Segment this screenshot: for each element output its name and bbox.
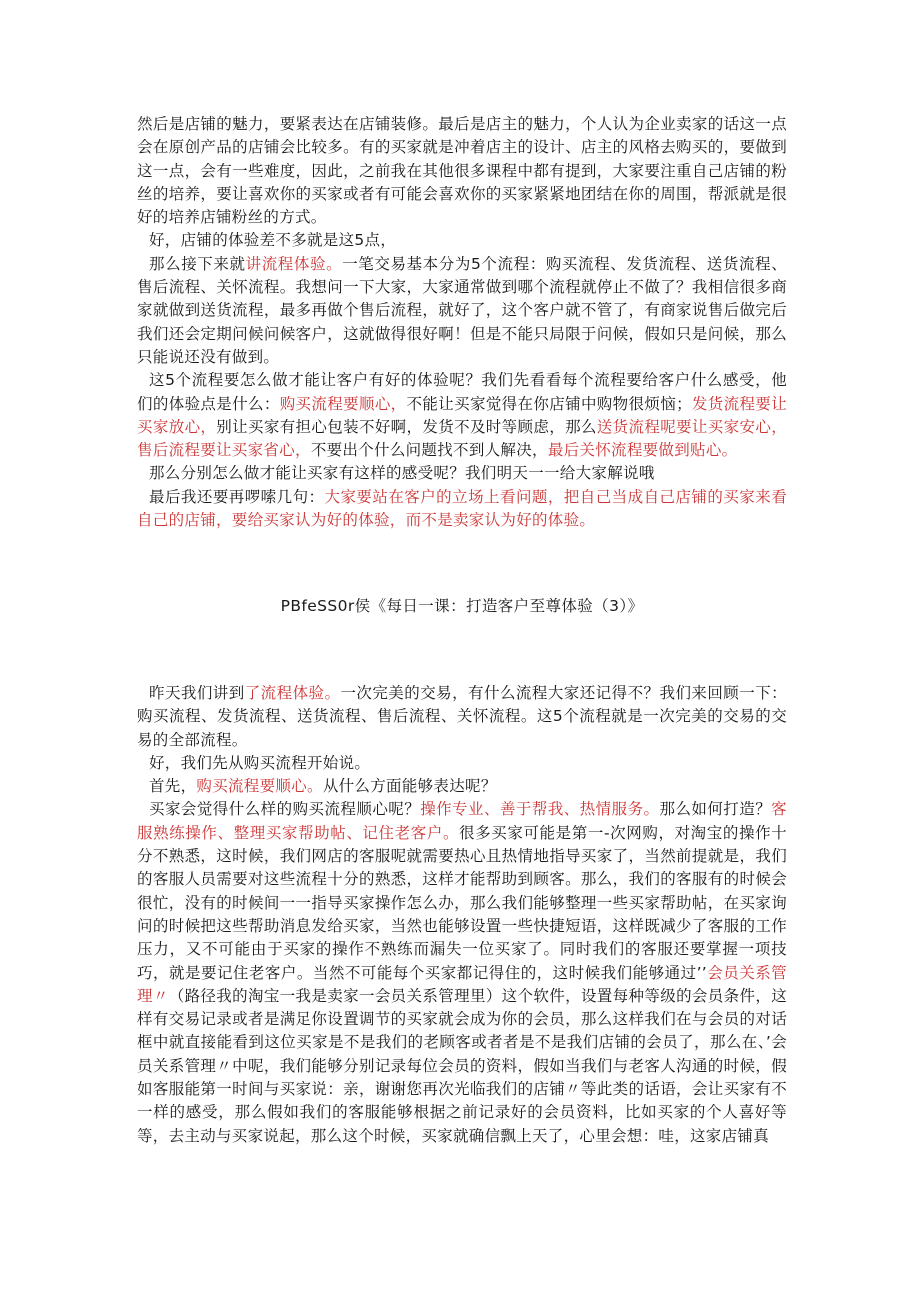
paragraph <box>137 369 787 462</box>
text-run: 那么接下来就 <box>149 254 246 273</box>
paragraph: 那么分别怎么做才能让买家有这样的感受呢？我们明天一一给大家解说哦 <box>149 464 655 483</box>
paragraph <box>137 682 787 752</box>
paragraph <box>137 486 787 533</box>
paragraph <box>137 775 787 798</box>
text-run: 那么如何打造？ <box>659 800 772 819</box>
highlighted-text: 操作专业、善于帮我、热情服务。 <box>420 800 660 819</box>
text-run: 昨天我们讲到 <box>149 684 245 702</box>
paragraph: 好，店铺的体验差不多就是这5点， <box>149 231 397 250</box>
highlighted-text: 了流程体验。 <box>244 684 341 702</box>
highlighted-text: 购买流程要顺心。 <box>196 777 323 796</box>
text-run: 不要出个什么问题找不到人解决， <box>310 441 548 460</box>
text-run: 买家会觉得什么样的购买流程顺心呢？ <box>149 800 421 819</box>
section-1 <box>137 113 787 532</box>
text-run: 首先， <box>149 777 197 796</box>
text-run: 很多买家可能是第一-次网购，对淘宝的操作十分不熟悉，这时候，我们网店的客服呢就需要热心且热情地指导买家了，当然前提就是，我们的客服人员需要对这些流程十分的熟悉，这样才能帮助到顾客。那么，我们的客服有的时候会很忙，没有的时候间一一指导买家操作怎么办，那么我们能够整理一些买家帮助帖，在买家询问的时候把这些帮助消息发给买家，当然也能够设置一些快捷短语，这样既减少了客服的工作压力，又不可能由于买家的操作不熟练而漏失一位买家了。同时我们的客服还要掌握一项技巧，就是要记住老客户。当然不可能每个买家都记得住的，这时候我们能够通过’’ <box>137 823 787 982</box>
text-run: （路径我的淘宝一我是卖家一会员关系管理里）这个软件，设置每种等级的会员条件，这样有交易记录或者是满足你设置调节的买家就会成为你的会员，那么这样我们在与会员的对话框中就直接能看到这位买家是不是我们的老顾客或者者是不是我们店铺的会员了，那么在、’会员关系管理〃中呢，我们能够分别记录每位会员的资料，假如当我们与老客人沟通的时候，假如客服能第一时间与买家说：亲，谢谢您再次光临我们的店铺〃等此类的话语，会让买家有不一样的感受，那么假如我们的客服能够根据之前记录好的会员资料，比如买家的个人喜好等等，去主动与买家说起，那么这个时候，买家就确信飘上天了，心里会想：哇，这家店铺真 <box>137 986 787 1145</box>
highlighted-text: 客服熟练操作、整理买家帮助帖、记住老客户。 <box>137 800 787 842</box>
highlighted-text: 发货流程要让买家放心， <box>137 394 788 436</box>
paragraph: 然后是店铺的魅力，要紧表达在店铺装修。最后是店主的魅力，个人认为企业卖家的话这一点会在原创产品的店铺会比较多。有的买家就是冲着店主的设计、店主的风格去购买的，要做到这一点，会有一些难度，因此，之前我在其他很多课程中都有提到，大家要注重自己店铺的粉丝的培养，要让喜欢你的买家或者有可能会喜欢你的买家紧紧地团结在你的周围，帮派就是很好的培养店铺粉丝的方式。 <box>137 115 787 227</box>
paragraph: 好，我们先从购买流程开始说。 <box>149 753 371 772</box>
text-run: 从什么方面能够表达呢？ <box>322 777 497 796</box>
highlighted-text: 最后关怀流程要做到贴心。 <box>547 441 738 460</box>
highlighted-text: 大家要站在客户的立场上看问题，把自己当成自己店铺的买家来看自己的店铺，要给买家认为好的体验，而不是卖家认为好的体验。 <box>137 487 787 530</box>
text-run: 不能让买家觉得在你店铺中购物很烦恼； <box>406 394 692 413</box>
highlighted-text: 购买流程要顺心， <box>279 394 407 413</box>
text-run: 一笔交易基本分为5个流程：购买流程、发货流程、送货流程、售后流程、关怀流程。我想问一下大家，大家通常做到哪个流程就停止不做了？我相信很多商家就做到送货流程，最多再做个售后流程，就好了，这个客户就不管了，有商家说售后做完后我们还会定期问候问候客户，这就做得很好啊！但是不能只局限于问候，假如只是问候，那么只能说还没有做到。 <box>137 254 787 366</box>
highlighted-text: 讲流程体验。 <box>245 254 343 273</box>
highlighted-text: 会员关系管理〃 <box>137 963 787 1005</box>
text-run: 这5个流程要怎么做才能让客户有好的体验呢？我们先看看每个流程要给客户什么感受，他们的体验点是什么： <box>137 371 787 413</box>
lesson-heading: PBfeSS0r侯《每日一课：打造客户至尊体验（3）》 <box>280 597 644 615</box>
text-run: 最后我还要再啰嗦几句： <box>149 487 325 506</box>
section-2 <box>137 682 787 1148</box>
paragraph <box>137 253 787 369</box>
text-run: 一次完美的交易，有什么流程大家还记得不？我们来回顾一下：购买流程、发货流程、送货流程、售后流程、关怀流程。这5个流程就是一次完美的交易的交易的全部流程。 <box>137 684 787 749</box>
text-run: 别让买家有担心包装不好啊，发货不及时等顾虑，那么 <box>216 417 597 436</box>
highlighted-text: 送货流程呢要让买家安心，售后流程要让买家省心， <box>137 417 787 460</box>
paragraph <box>137 798 787 1147</box>
